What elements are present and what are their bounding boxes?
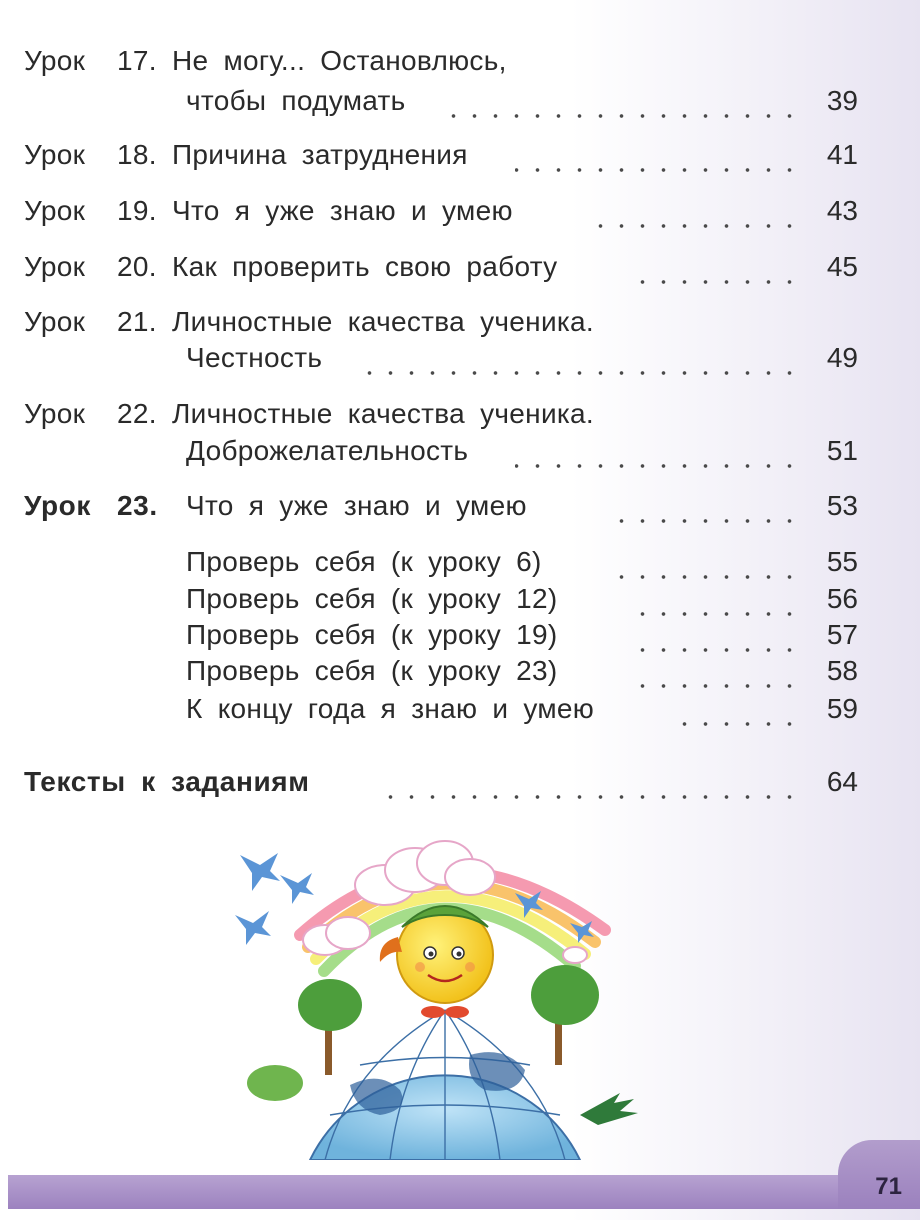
toc-page-number: 64 [826,766,858,797]
toc-texts-section-title: Тексты к заданиям [24,766,310,797]
toc-page-number: 59 [826,693,858,724]
toc-title-line-2: Честность [186,342,323,373]
toc-lesson-number: 20. [117,251,157,282]
dot-leader [625,654,800,688]
toc-lesson-label: Урок [24,306,86,337]
toc-lesson-label: Урок [24,398,86,429]
dot-leader [352,341,800,375]
dot-leader [515,434,800,468]
toc-page-number: 51 [826,435,858,466]
dot-leader [585,194,800,228]
toc-lesson-label: Урок [24,251,86,282]
toc-title-line-1: Не могу... Остановлюсь, [172,45,507,76]
toc-lesson-label: Урок [24,45,86,76]
dot-leader [605,545,800,579]
toc-check-title: Проверь себя (к уроку 19) [186,619,558,650]
toc-page-number: 53 [826,490,858,521]
toc-page-number: 39 [826,85,858,116]
toc-page-number: 56 [826,583,858,614]
toc-title-line-1: Личностные качества ученика. [172,398,595,429]
toc-title: Как проверить свою работу [172,251,558,282]
globe-icon [310,1010,580,1160]
toc-page-number: 41 [826,139,858,170]
toc-title-line-2: Доброжелательность [186,435,469,466]
toc-title: Причина затруднения [172,139,468,170]
dot-leader [680,692,800,726]
toc-lesson-number: 21. [117,306,157,337]
dot-leader [515,138,800,172]
toc-page-number: 57 [826,619,858,650]
toc-lesson-label: Урок [24,195,86,226]
page-folio-number: 71 [875,1173,902,1200]
toc-check-title: Проверь себя (к уроку 23) [186,655,558,686]
dot-leader [625,618,800,652]
toc-lesson-number: 22. [117,398,157,429]
globe-sun-illustration [230,815,670,1160]
toc-check-title: Проверь себя (к уроку 12) [186,583,558,614]
toc-page-number: 45 [826,251,858,282]
toc-lesson-number: 19. [117,195,157,226]
toc-check-title: К концу года я знаю и умею [186,693,595,724]
dot-leader [625,582,800,616]
toc-lesson-number: 18. [117,139,157,170]
dot-leader [635,250,800,284]
toc-page-number: 58 [826,655,858,686]
toc-title: Что я уже знаю и умею [186,490,527,521]
toc-title: Что я уже знаю и умею [172,195,513,226]
toc-page-number: 43 [826,195,858,226]
dot-leader [375,765,800,799]
toc-lesson-number: 17. [117,45,157,76]
toc-title-line-1: Личностные качества ученика. [172,306,595,337]
dot-leader [445,84,800,118]
toc-lesson-label: Урок [24,139,86,170]
toc-title-line-2: чтобы подумать [186,85,406,116]
toc-lesson-number-bold: 23. [117,490,158,521]
toc-check-title: Проверь себя (к уроку 6) [186,546,542,577]
dot-leader [605,489,800,523]
toc-lesson-label-bold: Урок [24,490,91,521]
footer-band [8,1175,920,1209]
toc-page-number: 49 [826,342,858,373]
toc-page-number: 55 [826,546,858,577]
